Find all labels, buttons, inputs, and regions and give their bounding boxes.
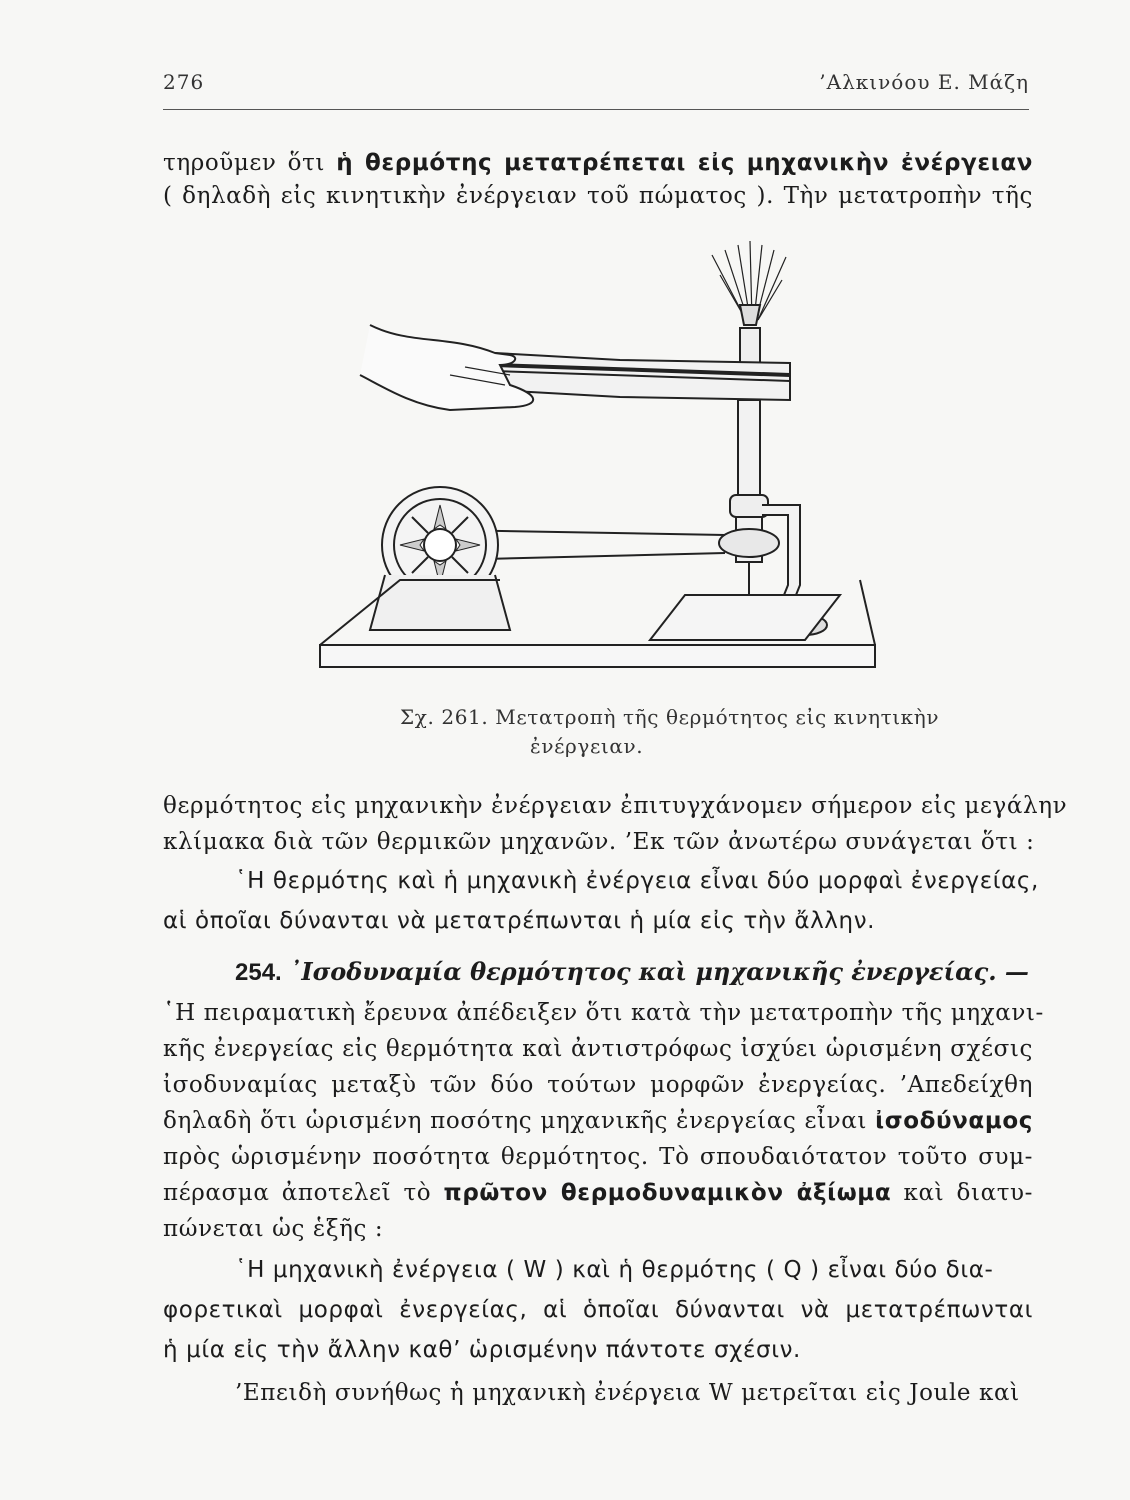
- bold-phrase: ἡ θερμότης μετατρέπεται εἰς μηχανικὴν ἐνέργειαν: [336, 150, 1034, 176]
- stopper: [740, 305, 760, 325]
- header-rule: [163, 109, 1029, 110]
- pulley: [719, 529, 779, 557]
- text-line: πέρασμα ἀποτελεῖ τὸ πρῶτον θερμοδυναμικὸν ἀξίωμα καὶ διατυ-: [163, 1180, 1033, 1206]
- steam-engine-figure: [300, 235, 900, 695]
- figure-caption-cont: ἐνέργειαν.: [530, 734, 644, 758]
- vertical-shaft: [738, 400, 760, 495]
- text-line: θερμότητος εἰς μηχανικὴν ἐνέργειαν ἐπιτυγχάνομεν σήμερον εἰς μεγάλην: [163, 793, 1068, 819]
- text-line: ἰσοδυναμίας μεταξὺ τῶν δύο τούτων μορφῶν ἐνεργείας. ’Απεδείχθη: [163, 1072, 1033, 1098]
- text-line: ( δηλαδὴ εἰς κινητικὴν ἐνέργειαν τοῦ πώματος ). Τὴν μετατροπὴν τῆς: [163, 183, 1033, 209]
- text-line: κῆς ἐνεργείας εἰς θερμότητα καὶ ἀντιστρόφως ἰσχύει ὡρισμένη σχέσις: [163, 1036, 1033, 1062]
- section-title: ᾽Ισοδυναμία θερμότητος καὶ μηχανικῆς ἐνεργείας. —: [289, 957, 1029, 986]
- text-line: ῾Η μηχανικὴ ἐνέργεια ( W ) καὶ ἡ θερμότης ( Q ) εἶναι δύο δια-: [235, 1257, 994, 1283]
- text-line: πώνεται ὡς ἑξῆς :: [163, 1216, 384, 1242]
- figure-caption: Σχ. 261. Μετατροπὴ τῆς θερμότητος εἰς κινητικὴν: [400, 705, 940, 729]
- section-number: 254.: [235, 959, 282, 986]
- text-line: ῾Η πειραματικὴ ἔρευνα ἀπέδειξεν ὅτι κατὰ τὴν μετατροπὴν τῆς μηχανι-: [163, 1000, 1044, 1026]
- wheel-stand: [370, 575, 510, 630]
- bold-term: πρῶτον θερμοδυναμικὸν ἀξίωμα: [443, 1180, 892, 1206]
- text-line: τηροῦμεν ὅτι ἡ θερμότης μετατρέπεται εἰς μηχανικὴν ἐνέργειαν: [163, 150, 1034, 176]
- page-number: 276: [163, 70, 205, 94]
- base-plate: [650, 595, 840, 640]
- text-line: ῾Η θερμότης καὶ ἡ μηχανικὴ ἐνέργεια εἶναι δύο μορφαὶ ἐνεργείας,: [235, 868, 1039, 894]
- text-line: κλίμακα διὰ τῶν θερμικῶν μηχανῶν. ’Εκ τῶν ἀνωτέρω συνάγεται ὅτι :: [163, 829, 1035, 855]
- bold-term: ἰσοδύναμος: [875, 1108, 1033, 1134]
- text-line: αἱ ὁποῖαι δύνανται νὰ μετατρέπωνται ἡ μία εἰς τὴν ἄλλην.: [163, 908, 876, 934]
- text-line: πρὸς ὡρισμένην ποσότητα θερμότητος. Τὸ σπουδαιότατον τοῦτο συμ-: [163, 1144, 1033, 1170]
- running-title: ’Αλκινόου Ε. Μάζη: [819, 70, 1029, 94]
- section-heading: [235, 957, 1029, 987]
- text-line: ’Επειδὴ συνήθως ἡ μηχανικὴ ἐνέργεια W μετρεῖται εἰς Joule καὶ: [235, 1380, 1020, 1406]
- text-line: ἡ μία εἰς τὴν ἄλλην καθ’ ὡρισμένην πάντοτε σχέσιν.: [163, 1337, 801, 1363]
- text-line: φορετικαὶ μορφαὶ ἐνεργείας, αἱ ὁποῖαι δύνανται νὰ μετατρέπωνται: [163, 1297, 1033, 1323]
- page-header: [163, 70, 1029, 100]
- text-line: δηλαδὴ ὅτι ὡρισμένη ποσότης μηχανικῆς ἐνεργείας εἶναι ἰσοδύναμος: [163, 1108, 1033, 1134]
